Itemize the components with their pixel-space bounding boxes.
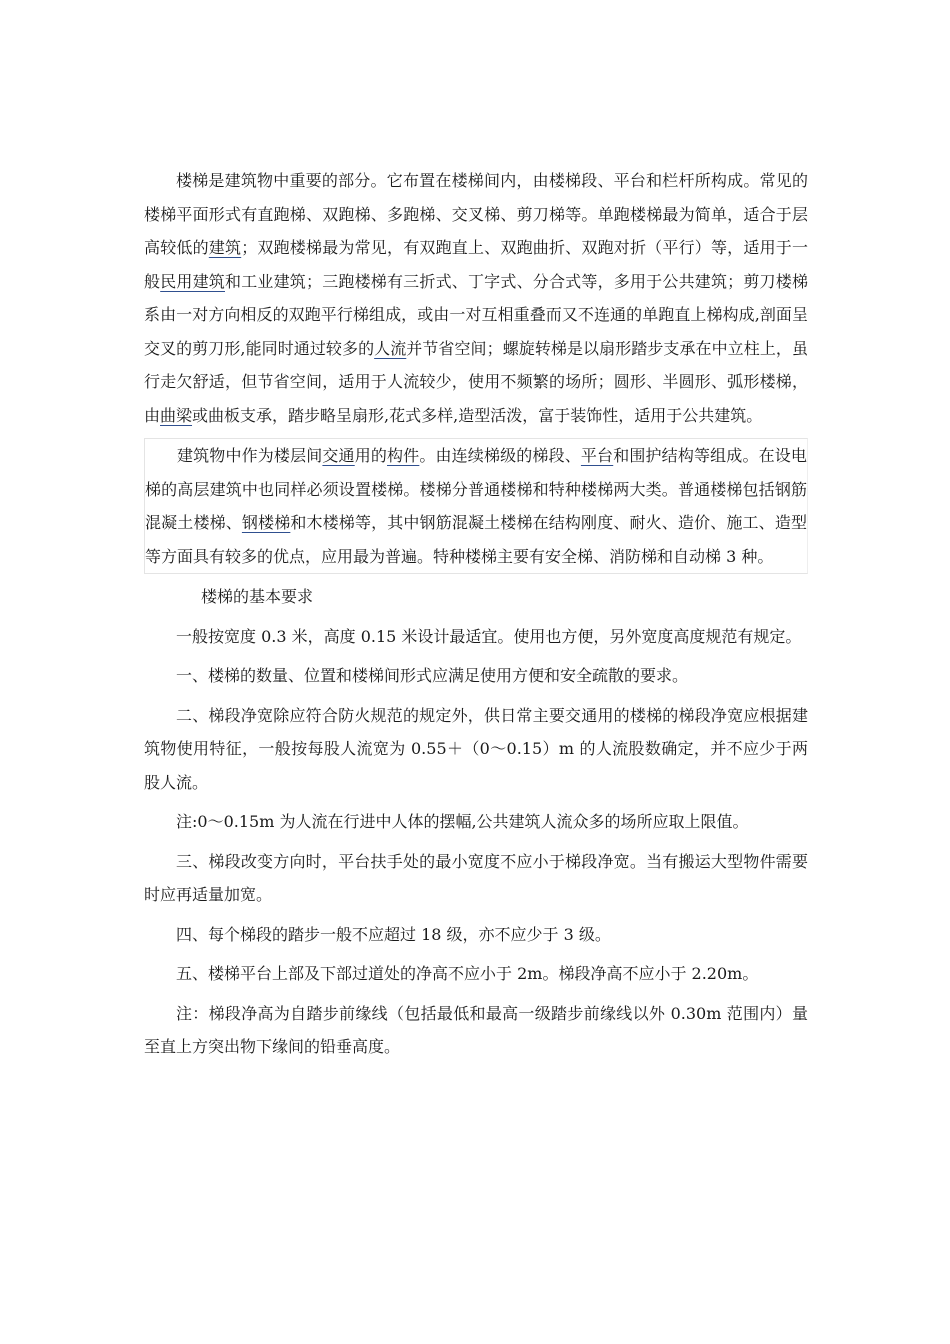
paragraph-stair-definition <box>144 438 808 574</box>
text-run: 。由连续梯级的梯段、 <box>419 446 581 465</box>
inline-link[interactable]: 建筑 <box>208 238 242 257</box>
text-run: 并节省空间；螺旋转梯是以扇形踏步支承在中立柱上，虽行走欠舒适，但节省空间，适用于人流较少，使用不频繁的场所；圆形、半圆形、弧形楼梯，由 <box>144 338 808 425</box>
requirement-note: 注:0～0.15m 为人流在行进中人体的摆幅,公共建筑人流众多的场所应取上限值。 <box>176 812 749 831</box>
requirement-paragraph: 一般按宽度 0.3 米，高度 0.15 米设计最适宜。使用也方便，另外宽度高度规范有规定。 <box>176 626 802 646</box>
requirement-paragraph: 二、梯段净宽除应符合防火规范的规定外，供日常主要交通用的楼梯的梯段净宽应根据建筑物使用特征，一般按每股人流宽为 0.55＋（0～0.15）m 的人流股数确定，并不应少于两股人流。 <box>144 705 808 792</box>
requirement-paragraph: 三、梯段改变方向时，平台扶手处的最小宽度不应小于梯段净宽。当有搬运大型物件需要时应再适量加宽。 <box>144 851 808 904</box>
text-run: 和围护结构等组成。在设电梯的高层建筑中也同样必须设置楼梯。楼梯分普通楼梯和特种楼梯两大类。普通楼梯包括钢筋混凝土楼梯、 <box>145 446 807 532</box>
inline-link[interactable]: 人流 <box>374 338 407 358</box>
document-body <box>144 164 808 1064</box>
requirement-paragraph: 五、楼梯平台上部及下部过道处的净高不应小于 2m。梯段净高不应小于 2.20m。 <box>176 964 759 983</box>
text-run: 和木楼梯等，其中钢筋混凝土楼梯在结构刚度、耐火、造价、施工、造型等方面具有较多的优点，应用最为普遍。特种楼梯主要有安全梯、消防梯和自动梯 3 种。 <box>145 513 807 566</box>
requirement-note: 注：梯段净高为自踏步前缘线（包括最低和最高一级踏步前缘线以外 0.30m 范围内）量至直上方突出物下缘间的铅垂高度。 <box>144 1003 808 1056</box>
requirement-paragraph: 一、楼梯的数量、位置和楼梯间形式应满足使用方便和安全疏散的要求。 <box>176 666 689 685</box>
inline-link[interactable]: 交通 <box>322 446 355 465</box>
inline-link[interactable]: 民用建筑 <box>160 271 225 291</box>
inline-link[interactable]: 构件 <box>387 446 420 465</box>
text-run: 建筑物中作为楼层间 <box>177 446 323 465</box>
text-run: 用的 <box>354 446 388 465</box>
requirement-paragraph: 四、每个梯段的踏步一般不应超过 18 级，亦不应少于 3 级。 <box>176 924 611 944</box>
paragraph-stair-types <box>144 164 808 432</box>
text-run: 或曲板支承，踏步略呈扇形,花式多样,造型活泼，富于装饰性，适用于公共建筑。 <box>192 405 763 425</box>
inline-link[interactable]: 钢楼梯 <box>241 513 291 532</box>
text-run: 楼梯是建筑物中重要的部分。它布置在楼梯间内，由楼梯段、平台和栏杆所构成。常见的楼梯平面形式有直跑梯、双跑梯、多跑梯、交叉梯、剪刀梯等。单跑楼梯最为简单，适合于层高较低的 <box>144 171 808 257</box>
text-run: 和工业建筑；三跑楼梯有三折式、丁字式、分合式等，多用于公共建筑；剪刀楼梯系由一对方向相反的双跑平行梯组成，或由一对互相重叠而又不连通的单跑直上梯构成,剖面呈交叉的剪刀形,能同时通过较多的 <box>144 271 808 358</box>
section-heading: 楼梯的基本要求 <box>201 587 314 606</box>
text-run: ；双跑楼梯最为常见，有双跑直上、双跑曲折、双跑对折（平行）等，适用于一般 <box>144 238 808 291</box>
inline-link[interactable]: 曲梁 <box>160 405 193 425</box>
inline-link[interactable]: 平台 <box>580 446 614 465</box>
